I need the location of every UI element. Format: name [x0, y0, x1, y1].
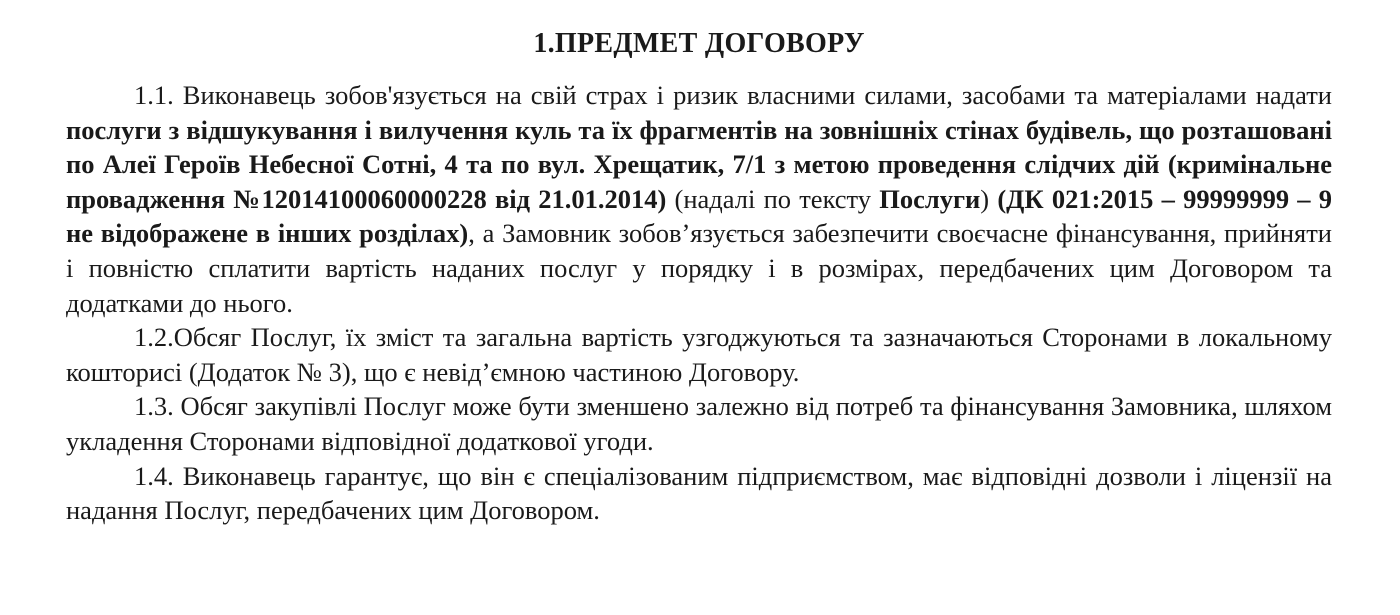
- clause-text: , а Замовник зобов’язується забезпечити своєчасне фінансування, прийняти і повністю сплатити вартість наданих послуг у порядку і в розмірах, передбачених цим Договором та додатками до нього.: [66, 218, 1332, 318]
- clause-bold-text: послуги з відшукування і вилучення куль та їх фрагментів на зовнішніх стінах будівель, що розташовані по Алеї Героїв Небесної Сотні, 4 та по вул. Хрещатик, 7/1 з метою проведення слідчих дій (кримінальне провадження №12014100060000228 від 21.01.2014): [66, 114, 1332, 214]
- clause-bold-text: (ДК 021:2015 – 99999999 – 9 не відображене в інших розділах): [66, 183, 1332, 249]
- clause-1-2: [66, 320, 1332, 389]
- clause-1-1: [66, 78, 1332, 320]
- clause-bold-text: Послуги: [879, 183, 981, 214]
- clause-1-3: [66, 389, 1332, 458]
- section-title: 1.ПРЕДМЕТ ДОГОВОРУ: [533, 28, 865, 59]
- clause-text: 1.3. Обсяг закупівлі Послуг може бути зменшено залежно від потреб та фінансування Замовника, шляхом укладення Сторонами відповідної додаткової угоди.: [66, 391, 1332, 456]
- clause-text: 1.4. Виконавець гарантує, що він є спеціалізованим підприємством, має відповідні дозволи і ліцензії на надання Послуг, передбачених цим Договором.: [66, 460, 1332, 526]
- clause-text: 1.1. Виконавець зобов'язується на свій страх і ризик власними силами, засобами та матеріалами надати: [134, 80, 1332, 110]
- clause-1-4: [66, 459, 1332, 528]
- document-page: [66, 22, 1332, 528]
- clause-text: 1.2.Обсяг Послуг, їх зміст та загальна вартість узгоджуються та зазначаються Сторонами в локальному кошторисі (Додаток № 3), що є невід’ємною частиною Договору.: [66, 322, 1332, 387]
- clause-text: (надалі по тексту: [666, 183, 880, 214]
- clause-text: ): [980, 183, 998, 214]
